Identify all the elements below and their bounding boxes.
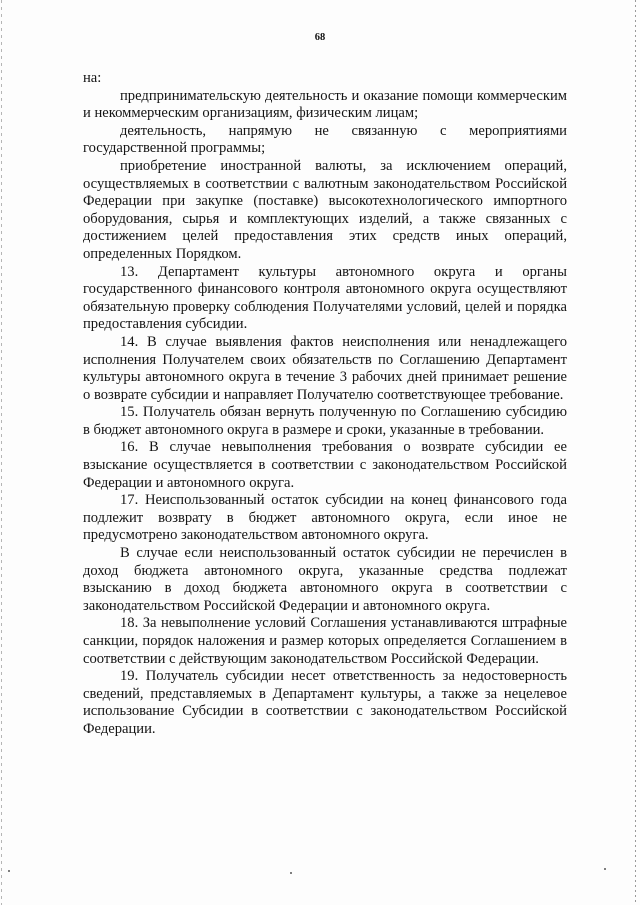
paragraph-clause-16: 16. В случае невыполнения требования о возврате субсидии ее взыскание осуществляется в соответствии с законодательством Российской Федерации и автономного округа. — [83, 439, 567, 491]
paragraph-clause-14: 14. В случае выявления фактов неисполнения или ненадлежащего исполнения Получателем своих обязательств по Соглашению Департамент культуры автономного округа в течение 3 рабочих дней принимает решение о возврате субсидии и направляет Получателю соответствующее требование. — [83, 333, 567, 403]
paragraph-clause-17-continued: В случае если неиспользованный остаток субсидии не перечислен в доход бюджета автономного округа, указанные средства подлежат взысканию в доход бюджета автономного округа в соответствии с законодательством Российской Федерации и автономного округа. — [83, 545, 567, 614]
scan-speck — [290, 872, 292, 874]
paragraph-clause-15: 15. Получатель обязан вернуть полученную по Соглашению субсидию в бюджет автономного округа в размере и сроки, указанные в требовании. — [83, 404, 567, 438]
paragraph-list-item: деятельность, напрямую не связанную с мероприятиями государственной программы; — [83, 122, 567, 157]
paragraph-clause-19: 19. Получатель субсидии несет ответственность за недостоверность сведений, представляемых в Департамент культуры, а также за нецелевое использование Субсидии в соответствии с законодательством Российской Федерации. — [83, 668, 567, 737]
paragraph-clause-17: 17. Неиспользованный остаток субсидии на конец финансового года подлежит возврату в бюджет автономного округа, если иное не предусмотрено законодательством автономного округа. — [83, 492, 567, 544]
paragraph-clause-13: 13. Департамент культуры автономного округа и органы государственного финансового контроля автономного округа осуществляют обязательную проверку соблюдения Получателями условий, целей и порядка предоставления субсидии. — [83, 263, 567, 333]
paragraph-list-item: предпринимательскую деятельность и оказание помощи коммерческим и некоммерческим организациям, физическим лицам; — [83, 87, 567, 122]
paragraph-list-item: приобретение иностранной валюты, за исключением операций, осуществляемых в соответствии с валютным законодательством Российской Федерации при закупке (поставке) высокотехнологического импортного оборудования, сырья и комплектующих изделий, а также связанных с достижением целей предоставления этих средств иных операций, определенных Порядком. — [83, 157, 567, 262]
scan-speck — [604, 868, 606, 870]
document-body — [83, 70, 567, 739]
scan-right-edge — [635, 0, 636, 905]
scan-speck — [8, 870, 10, 872]
scan-left-edge — [1, 0, 2, 905]
page-number: 68 — [314, 32, 326, 43]
paragraph-clause-18: 18. За невыполнение условий Соглашения устанавливаются штрафные санкции, порядок наложения и размер которых определяется Соглашением в соответствии с действующим законодательством Российской Федерации. — [83, 615, 567, 667]
paragraph-intro: на: — [83, 70, 102, 86]
